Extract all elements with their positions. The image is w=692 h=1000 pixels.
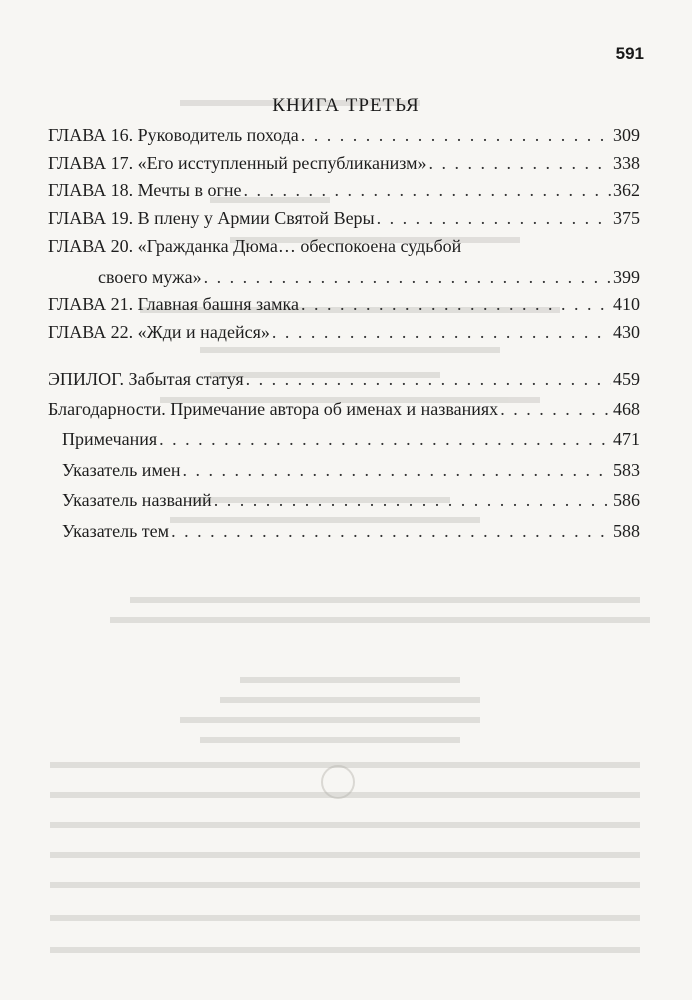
dot-leader [182, 455, 611, 485]
dot-leader [171, 516, 611, 546]
page-number: 591 [615, 44, 644, 63]
toc-entry [48, 177, 640, 205]
toc-entry-title: ГЛАВА 19. В плену у Армии Святой Веры [48, 208, 375, 229]
dot-leader [429, 150, 611, 177]
section-spacer [48, 347, 640, 366]
dot-leader [243, 177, 611, 204]
toc-entry [48, 150, 640, 178]
book-title: КНИГА ТРЕТЬЯ [272, 95, 420, 116]
toc-entry-title: ГЛАВА 17. «Его исступленный республиканизм» [48, 152, 427, 173]
dot-leader [246, 366, 611, 393]
dot-leader [204, 264, 611, 291]
toc-entry [48, 319, 640, 347]
dot-leader [272, 319, 611, 346]
toc-entry-title-continued: своего мужа» [98, 266, 202, 287]
toc-entry [48, 205, 640, 233]
toc-entry-page: 586 [613, 490, 640, 510]
toc-entry-page: 375 [613, 208, 640, 229]
toc-entry-title: Указатель имен [62, 459, 181, 480]
toc-entry [48, 485, 640, 516]
toc-entry-title: Благодарности. Примечание автора об именах и названиях [48, 398, 499, 419]
dot-leader [214, 485, 611, 515]
toc-entry-title: ГЛАВА 18. Мечты в огне [48, 180, 242, 201]
dot-leader [500, 394, 611, 424]
toc-entry-page: 399 [613, 266, 640, 287]
toc-entry [48, 455, 640, 486]
toc-entry-title: Примечания [62, 429, 158, 449]
toc-entry-page: 309 [613, 125, 640, 145]
toc-entry-page: 583 [613, 459, 640, 480]
toc-entry-title: ГЛАВА 22. «Жди и надейся» [48, 322, 270, 343]
toc-entry-page: 471 [613, 429, 640, 449]
toc-entry [48, 122, 640, 150]
toc-entry [48, 394, 640, 425]
table-of-contents [48, 122, 640, 546]
toc-entry-page: 468 [613, 398, 640, 419]
toc-entry-page: 459 [613, 368, 640, 389]
toc-entry [48, 516, 640, 547]
toc-entry [48, 366, 640, 394]
dot-leader [377, 205, 611, 232]
toc-entry-page: 410 [613, 294, 640, 315]
toc-entry [48, 424, 640, 455]
toc-entry-page: 430 [613, 322, 640, 343]
dot-leader [159, 424, 611, 454]
toc-entry-page: 362 [613, 180, 640, 201]
dot-leader [301, 122, 611, 149]
toc-entry-page: 338 [613, 152, 640, 173]
toc-entry-title: ЭПИЛОГ. Забытая статуя [48, 368, 244, 389]
toc-entry-page: 588 [613, 520, 640, 541]
toc-entry [48, 264, 640, 292]
toc-entry-title: Указатель тем [62, 520, 170, 541]
toc-entry-title: ГЛАВА 21. Главная башня замка [48, 294, 299, 315]
toc-entry [48, 291, 640, 319]
toc-entry-title: ГЛАВА 20. «Гражданка Дюма… обеспокоена судьбой [48, 235, 462, 256]
toc-entry-title: Указатель названий [62, 490, 212, 510]
toc-entry-title: ГЛАВА 16. Руководитель похода [48, 125, 299, 145]
dot-leader [301, 291, 611, 318]
